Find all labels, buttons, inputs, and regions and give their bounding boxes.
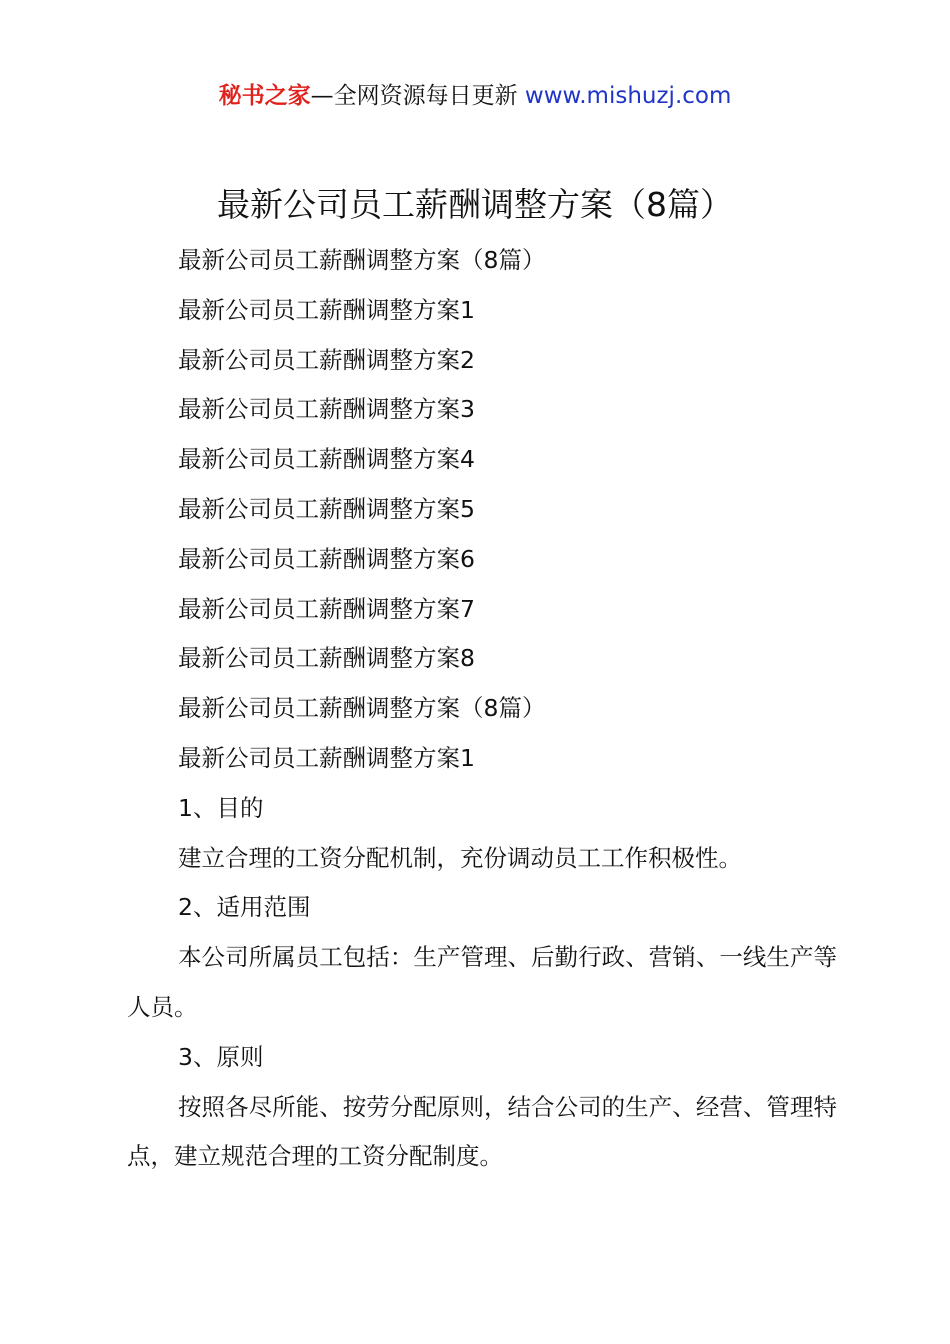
section-heading: 1、目的 (178, 793, 264, 822)
toc-item: 最新公司员工薪酬调整方案8 (178, 644, 475, 673)
document-title: 最新公司员工薪酬调整方案（8篇） (217, 185, 733, 224)
toc-item: 最新公司员工薪酬调整方案（8篇） (178, 246, 546, 274)
section-paragraph: 按照各尽所能、按劳分配原则，结合公司的生产、经营、管理特点，建立规范合理的工资分配制度。 (127, 1092, 837, 1171)
header-tagline: —全网资源每日更新 (310, 83, 518, 109)
section-heading: 3、原则 (178, 1042, 264, 1071)
brand-name: 秘书之家 (218, 83, 311, 109)
section-paragraph: 建立合理的工资分配机制，充份调动员工工作积极性。 (178, 843, 742, 872)
site-header (0, 80, 950, 112)
document-body (127, 236, 837, 1182)
toc-item: 最新公司员工薪酬调整方案1 (178, 743, 475, 772)
toc-item: 最新公司员工薪酬调整方案（8篇） (178, 694, 546, 723)
section-purpose (127, 784, 837, 884)
section-heading: 2、适用范围 (178, 893, 311, 922)
toc-item: 最新公司员工薪酬调整方案6 (178, 544, 475, 573)
toc-item: 最新公司员工薪酬调整方案5 (178, 494, 475, 523)
site-url-link[interactable]: www.mishuzj.com (524, 83, 732, 109)
toc-item: 最新公司员工薪酬调整方案4 (178, 445, 475, 474)
toc-item: 最新公司员工薪酬调整方案3 (178, 395, 475, 424)
toc-item: 最新公司员工薪酬调整方案2 (178, 345, 475, 374)
table-of-contents (127, 236, 837, 784)
toc-item: 最新公司员工薪酬调整方案1 (178, 295, 475, 324)
section-principle (127, 1033, 837, 1182)
section-scope (127, 883, 837, 1032)
section-paragraph: 本公司所属员工包括：生产管理、后勤行政、营销、一线生产等人员。 (127, 943, 837, 1021)
toc-item: 最新公司员工薪酬调整方案7 (178, 594, 475, 623)
